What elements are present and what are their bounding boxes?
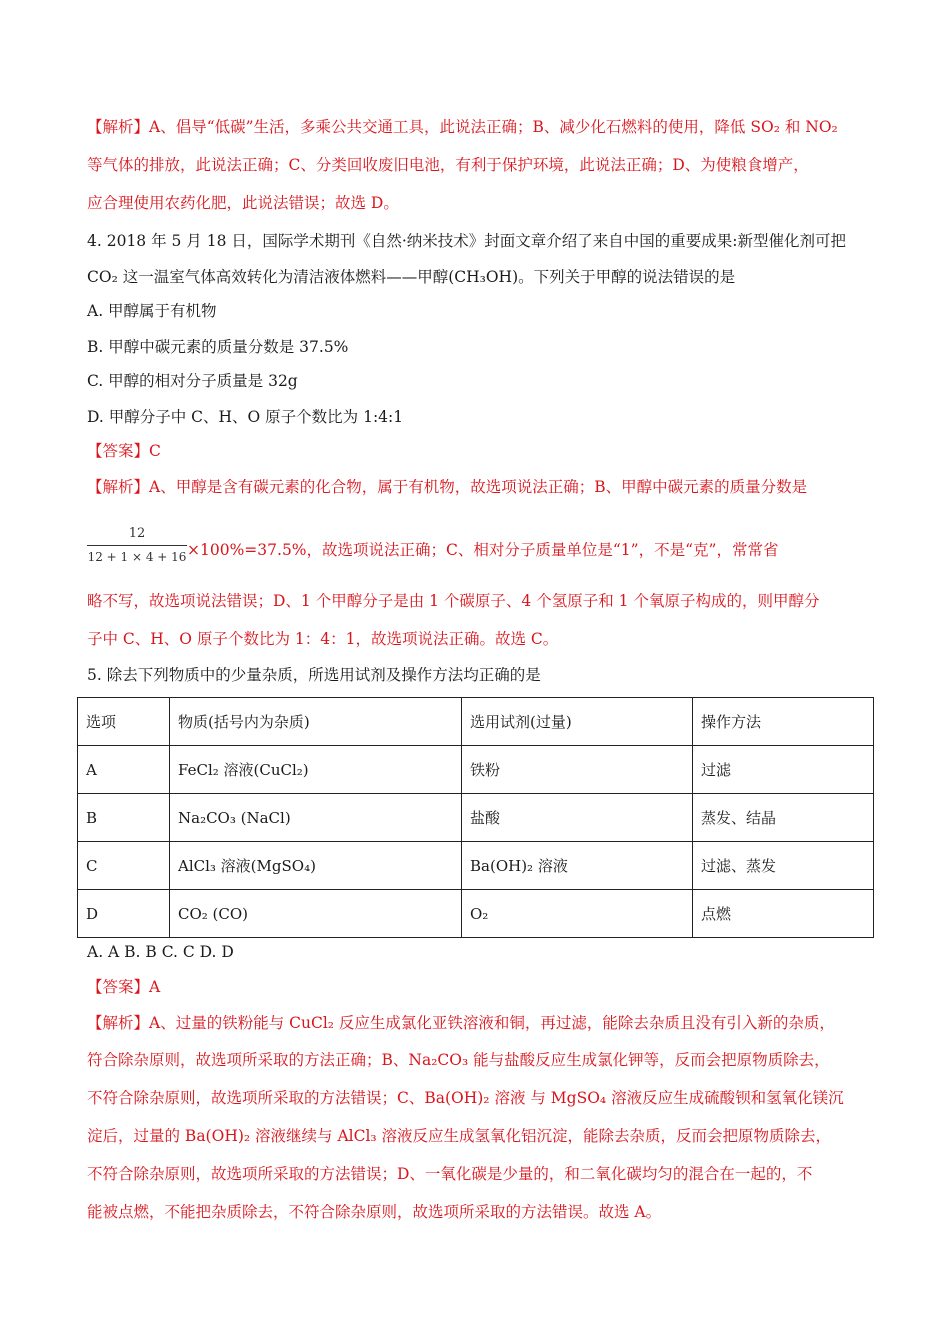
- table-cell: B: [78, 794, 170, 842]
- table-cell: D: [78, 890, 170, 938]
- question-4-option-a: A. 甲醇属于有机物: [87, 302, 217, 320]
- question-4-option-b: B. 甲醇中碳元素的质量分数是 37.5%: [87, 338, 349, 356]
- table-header-cell: 物质(括号内为杂质): [170, 698, 462, 746]
- question-4-option-c: C. 甲醇的相对分子质量是 32g: [87, 372, 298, 390]
- analysis-3-line-3: 应合理使用农药化肥，此说法错误；故选 D。: [87, 194, 399, 212]
- table-cell: A: [78, 746, 170, 794]
- analysis-3-line-2: 等气体的排放，此说法正确；C、分类回收废旧电池，有利于保护环境，此说法正确；D、为使粮食增产，: [87, 156, 809, 174]
- fraction-bar: [87, 545, 187, 546]
- table-cell: 过滤、蒸发: [693, 842, 874, 890]
- table-cell: O₂: [462, 890, 693, 938]
- table-cell: 铁粉: [462, 746, 693, 794]
- options-table: [77, 697, 874, 938]
- question-5-analysis-6: 能被点燃，不能把杂质除去，不符合除杂原则，故选项所采取的方法错误。故选 A。: [87, 1203, 662, 1221]
- table-cell: AlCl₃ 溶液(MgSO₄): [170, 842, 462, 890]
- table-header-cell: 选项: [78, 698, 170, 746]
- question-4-answer: 【答案】C: [87, 442, 161, 460]
- table-header-row: [78, 698, 874, 746]
- fraction-numerator: 12: [128, 526, 146, 541]
- mass-fraction-formula: [87, 524, 187, 567]
- table-cell: 过滤: [693, 746, 874, 794]
- question-4-stem-1: 4. 2018 年 5 月 18 日，国际学术期刊《自然·纳米技术》封面文章介绍了来自中国的重要成果:新型催化剂可把: [87, 232, 847, 250]
- question-5-answer: 【答案】A: [87, 978, 161, 996]
- analysis-3-line-1: 【解析】A、倡导“低碳”生活，多乘公共交通工具，此说法正确；B、减少化石燃料的使用，降低 SO₂ 和 NO₂: [87, 118, 838, 136]
- question-4-analysis-3: 略不写，故选项说法错误；D、1 个甲醇分子是由 1 个碳原子、4 个氢原子和 1 个氧原子构成的，则甲醇分: [87, 592, 820, 610]
- table-cell: Na₂CO₃ (NaCl): [170, 794, 462, 842]
- question-5-stem: 5. 除去下列物质中的少量杂质，所选用试剂及操作方法均正确的是: [87, 666, 541, 684]
- table-cell: Ba(OH)₂ 溶液: [462, 842, 693, 890]
- question-4-analysis-4: 子中 C、H、O 原子个数比为 1：4：1，故选项说法正确。故选 C。: [87, 630, 559, 648]
- question-4-stem-2: CO₂ 这一温室气体高效转化为清洁液体燃料——甲醇(CH₃OH)。下列关于甲醇的说法错误的是: [87, 268, 736, 286]
- fraction-denominator: 12 + 1 × 4 + 16: [87, 550, 187, 564]
- question-4-analysis-1: 【解析】A、甲醇是含有碳元素的化合物，属于有机物，故选项说法正确；B、甲醇中碳元素的质量分数是: [87, 478, 808, 496]
- table-row: [78, 746, 874, 794]
- question-4-option-d: D. 甲醇分子中 C、H、O 原子个数比为 1:4:1: [87, 408, 404, 426]
- question-5-analysis-2: 符合除杂原则，故选项所采取的方法正确；B、Na₂CO₃ 能与盐酸反应生成氯化钾等，反而会把原物质除去，: [87, 1051, 830, 1069]
- question-5-choices: A. A B. B C. C D. D: [87, 943, 234, 961]
- table-cell: CO₂ (CO): [170, 890, 462, 938]
- table-row: [78, 890, 874, 938]
- table-row: [78, 842, 874, 890]
- question-4-analysis-2: ×100%=37.5%，故选项说法正确；C、相对分子质量单位是“1”，不是“克”，常常省: [187, 541, 779, 559]
- table-cell: 蒸发、结晶: [693, 794, 874, 842]
- question-5-analysis-4: 淀后，过量的 Ba(OH)₂ 溶液继续与 AlCl₃ 溶液反应生成氢氧化铝沉淀，能除去杂质，反而会把原物质除去，: [87, 1127, 832, 1145]
- table-header-cell: 操作方法: [693, 698, 874, 746]
- table-header-cell: 选用试剂(过量): [462, 698, 693, 746]
- question-5-analysis-1: 【解析】A、过量的铁粉能与 CuCl₂ 反应生成氯化亚铁溶液和铜，再过滤，能除去杂质且没有引入新的杂质，: [87, 1014, 835, 1032]
- table-cell: 盐酸: [462, 794, 693, 842]
- question-5-analysis-5: 不符合除杂原则，故选项所采取的方法错误；D、一氧化碳是少量的，和二氧化碳均匀的混合在一起的，不: [87, 1165, 813, 1183]
- question-5-analysis-3: 不符合除杂原则，故选项所采取的方法错误；C、Ba(OH)₂ 溶液 与 MgSO₄ 溶液反应生成硫酸钡和氢氧化镁沉: [87, 1089, 844, 1107]
- table-cell: FeCl₂ 溶液(CuCl₂): [170, 746, 462, 794]
- table-cell: C: [78, 842, 170, 890]
- table-row: [78, 794, 874, 842]
- table-cell: 点燃: [693, 890, 874, 938]
